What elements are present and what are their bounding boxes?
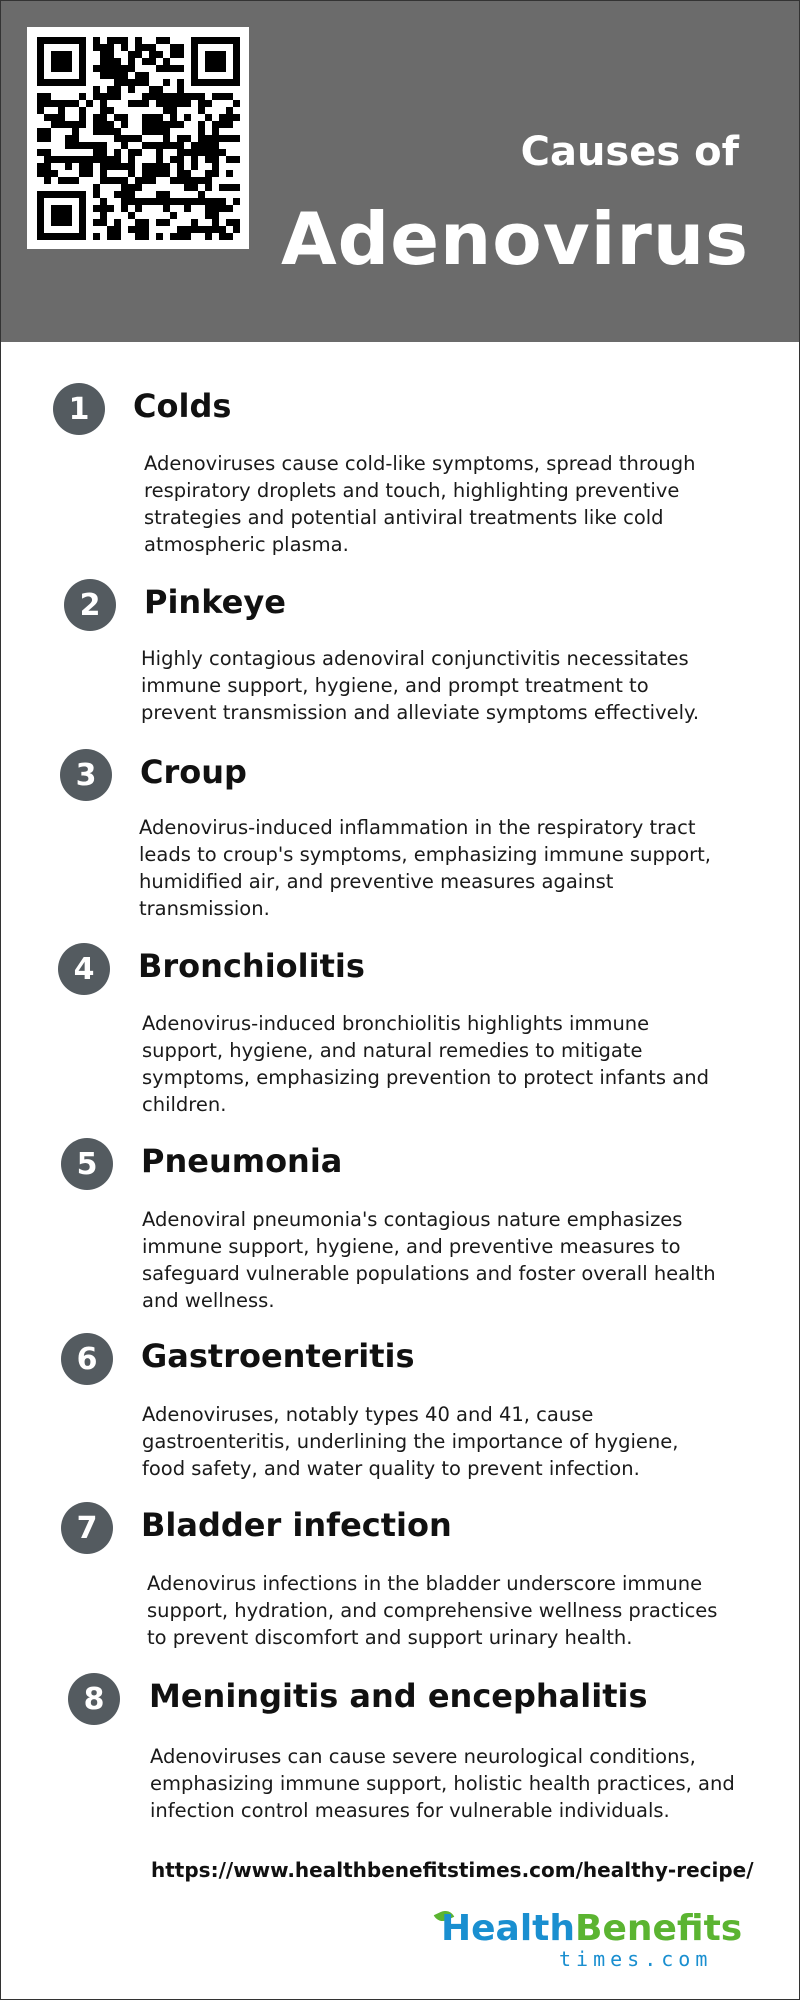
item-description: Adenoviruses, notably types 40 and 41, cause gastroenteritis, underlining the importance of hygiene, food safety, and water quality to prevent infection. <box>142 1403 679 1480</box>
logo-wordmark <box>441 1909 742 1949</box>
item-heading: Pinkeye <box>144 583 286 621</box>
item-heading: Bronchiolitis <box>138 947 365 985</box>
source-url-link[interactable]: https://www.healthbenefitstimes.com/healthy-recipe/ <box>151 1858 754 1882</box>
item-description: Adenoviruses can cause severe neurological conditions, emphasizing immune support, holistic health practices, and infection control measures for vulnerable individuals. <box>150 1745 735 1822</box>
item-description: Adenovirus-induced inflammation in the respiratory tract leads to croup's symptoms, emphasizing immune support, humidified air, and preventive measures against transmission. <box>139 816 712 920</box>
health-benefits-times-logo[interactable] <box>441 1908 743 1971</box>
item-heading: Pneumonia <box>141 1142 343 1180</box>
number-badge: 3 <box>60 749 112 801</box>
item-heading: Croup <box>140 753 247 791</box>
logo-part-benefits: Benefits <box>575 1908 743 1949</box>
number-badge: 2 <box>64 579 116 631</box>
item-description: Adenoviruses cause cold-like symptoms, spread through respiratory droplets and touch, highlighting preventive strategies and potential antiviral treatments like cold atmospheric plasma. <box>144 452 696 556</box>
item-heading: Gastroenteritis <box>141 1337 415 1375</box>
item-description: Adenovirus-induced bronchiolitis highlights immune support, hygiene, and natural remedies to mitigate symptoms, emphasizing prevention to protect infants and children. <box>142 1012 709 1116</box>
item-description: Adenovirus infections in the bladder underscore immune support, hydration, and comprehensive wellness practices to prevent discomfort and support urinary health. <box>147 1572 718 1649</box>
title-small: Causes of <box>520 129 739 175</box>
qr-code-icon[interactable] <box>27 27 249 249</box>
logo-part-health: Health <box>441 1908 576 1949</box>
item-heading: Bladder infection <box>141 1506 452 1544</box>
number-badge: 6 <box>61 1333 113 1385</box>
page-title: Adenovirus <box>280 197 749 281</box>
item-description: Highly contagious adenoviral conjunctivitis necessitates immune support, hygiene, and prompt treatment to prevent transmission and alleviate symptoms effectively. <box>141 647 700 724</box>
number-badge: 1 <box>53 383 105 435</box>
header-banner <box>1 1 799 342</box>
number-badge: 5 <box>61 1138 113 1190</box>
item-heading: Colds <box>133 387 232 425</box>
item-heading: Meningitis and encephalitis <box>149 1677 648 1715</box>
item-description: Adenoviral pneumonia's contagious nature emphasizes immune support, hygiene, and preventive measures to safeguard vulnerable populations and foster overall health and wellness. <box>142 1208 716 1312</box>
number-badge: 7 <box>61 1502 113 1554</box>
number-badge: 4 <box>58 943 110 995</box>
number-badge: 8 <box>68 1673 120 1725</box>
logo-part-times: times.com <box>559 1947 713 1971</box>
